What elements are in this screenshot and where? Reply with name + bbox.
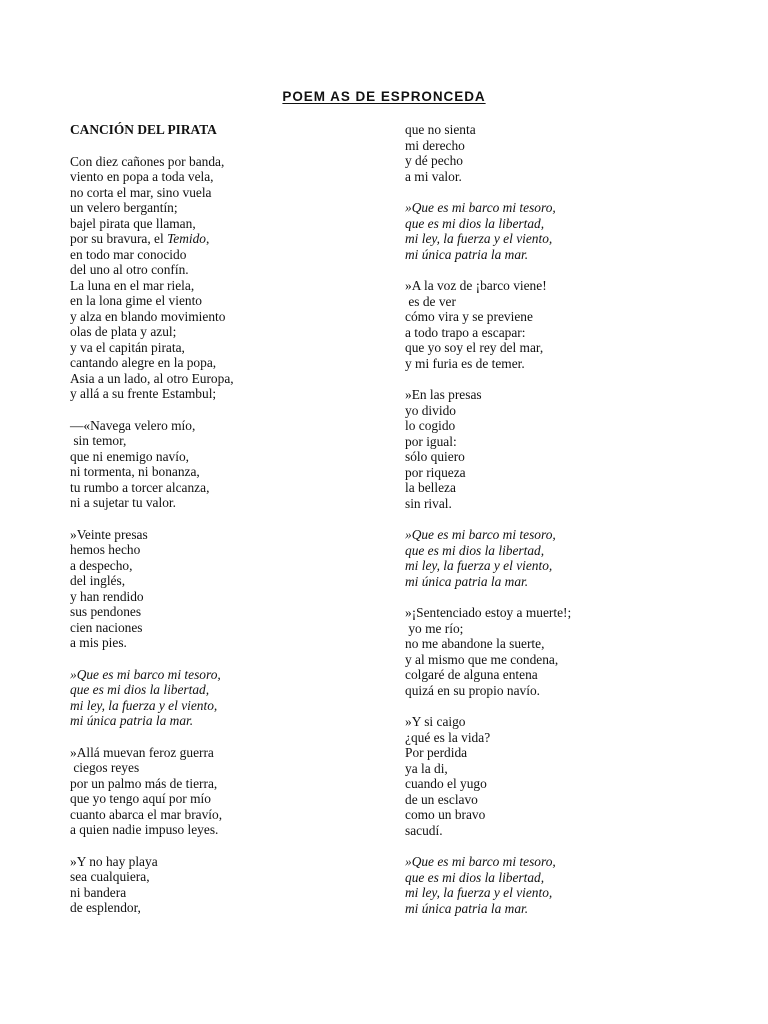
poem-line: »En las presas <box>405 387 482 402</box>
poem-line: mi única patria la mar. <box>405 246 529 262</box>
poem-line: bajel pirata que llaman, <box>70 215 196 231</box>
stanza <box>70 527 370 651</box>
poem-line: mi ley, la fuerza y el viento, <box>405 231 553 246</box>
poem-line: mi única patria la mar. <box>405 573 529 589</box>
poem-line: »Que es mi barco mi tesoro, <box>405 854 556 869</box>
poem-line: sacudí. <box>405 822 443 838</box>
poem-line: de esplendor, <box>70 900 141 915</box>
poem-line: no corta el mar, sino vuela <box>70 184 212 200</box>
poem-line: que es mi dios la libertad, <box>405 542 545 558</box>
stanza <box>405 854 705 916</box>
stanza <box>405 200 705 262</box>
poem-line: cien naciones <box>70 619 143 635</box>
poem-line: como un bravo <box>405 807 486 822</box>
poem-line: Por perdida <box>405 745 468 760</box>
poem-line: mi única patria la mar. <box>70 713 194 728</box>
poem-line: que es mi dios la libertad, <box>70 682 210 697</box>
poem-line: ya la di, <box>405 760 448 776</box>
stanza <box>70 745 370 838</box>
poem-line: y allá a su frente Estambul; <box>70 386 217 401</box>
poem-line: del inglés, <box>70 573 126 588</box>
poem-line: y va el capitán pirata, <box>70 339 185 355</box>
right-column <box>405 122 705 932</box>
stanza <box>70 418 370 511</box>
poem-inline-italic: Temido <box>167 231 207 246</box>
poem-line: y dé pecho <box>405 153 464 168</box>
poem-line: que ni enemigo navío, <box>70 448 189 464</box>
poem-line: »Y si caigo <box>405 714 466 729</box>
poem-line: sin rival. <box>405 495 452 511</box>
poem-line: a mis pies. <box>70 635 127 650</box>
stanza <box>405 387 705 511</box>
poem-line: mi ley, la fuerza y el viento, <box>405 558 553 573</box>
poem-line: ni tormenta, ni bonanza, <box>70 464 200 479</box>
poem-line: por su bravura, el Temido, <box>70 231 210 246</box>
poem-line: y al mismo que me condena, <box>405 651 559 667</box>
poem-line: hemos hecho <box>70 542 141 557</box>
left-stanzas <box>70 154 370 916</box>
poem-line: sea cualquiera, <box>70 869 150 884</box>
poem-line: en todo mar conocido <box>70 246 187 262</box>
poem-line: por riqueza <box>405 464 466 480</box>
poem-line: »¡Sentenciado estoy a muerte!; <box>405 605 572 620</box>
poem-line: viento en popa a toda vela, <box>70 169 214 184</box>
poem-line: olas de plata y azul; <box>70 324 177 339</box>
poem-line: »Que es mi barco mi tesoro, <box>405 527 556 542</box>
poem-line: a mi valor. <box>405 168 462 184</box>
poem-line: yo divido <box>405 402 456 418</box>
poem-line: sólo quiero <box>405 449 465 464</box>
poem-line: y mi furia es de temer. <box>405 355 525 371</box>
poem-line: La luna en el mar riela, <box>70 277 195 293</box>
poem-line: un velero bergantín; <box>70 200 178 215</box>
poem-line: cómo vira y se previene <box>405 309 533 324</box>
poem-line: mi derecho <box>405 137 465 153</box>
poem-line: por igual: <box>405 433 457 449</box>
document-title-text: POEM AS DE ESPRONCEDA <box>282 89 486 104</box>
poem-line: que no sienta <box>405 122 476 137</box>
poem-line: cantando alegre en la popa, <box>70 355 217 370</box>
poem-line: del uno al otro confín. <box>70 262 189 277</box>
poem-line: que yo tengo aquí por mío <box>70 791 211 806</box>
poem-line: »Veinte presas <box>70 526 148 542</box>
left-column <box>70 122 370 932</box>
poem-line: »A la voz de ¡barco viene! <box>405 278 547 293</box>
poem-title: CANCIÓN DEL PIRATA <box>70 122 217 137</box>
poem-line: no me abandone la suerte, <box>405 636 545 651</box>
poem-line: yo me río; <box>405 620 464 636</box>
poem-line: por un palmo más de tierra, <box>70 775 218 791</box>
stanza <box>70 154 370 402</box>
poem-line: ¿qué es la vida? <box>405 729 491 745</box>
poem-line: mi ley, la fuerza y el viento, <box>405 885 553 900</box>
stanza <box>70 854 370 916</box>
poem-line: »Que es mi barco mi tesoro, <box>405 200 556 215</box>
poem-line: cuando el yugo <box>405 776 487 791</box>
poem-line: que yo soy el rey del mar, <box>405 340 544 355</box>
poem-line: Con diez cañones por banda, <box>70 153 225 169</box>
poem-line: de un esclavo <box>405 791 478 807</box>
stanza <box>405 122 705 184</box>
poem-line: a quien nadie impuso leyes. <box>70 822 219 837</box>
poem-line: que es mi dios la libertad, <box>405 215 545 231</box>
stanza <box>405 714 705 838</box>
poem-line: la belleza <box>405 480 456 495</box>
poem-line: —«Navega velero mío, <box>70 417 196 433</box>
stanza <box>405 605 705 698</box>
poem-line: a despecho, <box>70 557 133 573</box>
poem-line: y alza en blando movimiento <box>70 308 226 324</box>
poem-line: en la lona gime el viento <box>70 293 203 308</box>
stanza <box>70 667 370 729</box>
poem-line: quizá en su propio navío. <box>405 682 540 698</box>
right-stanzas <box>405 122 705 916</box>
poem-line: sin temor, <box>70 433 127 448</box>
poem-line: sus pendones <box>70 604 142 619</box>
poem-line: »Y no hay playa <box>70 853 158 869</box>
poem-line: y han rendido <box>70 588 144 604</box>
poem-line: ni a sujetar tu valor. <box>70 495 176 510</box>
poem-line: colgaré de alguna entena <box>405 667 538 682</box>
poem-line: mi ley, la fuerza y el viento, <box>70 697 218 713</box>
poem-line: lo cogido <box>405 418 456 433</box>
document-title <box>0 88 768 106</box>
poem-line: que es mi dios la libertad, <box>405 869 545 885</box>
poem-line: Asia a un lado, al otro Europa, <box>70 370 234 386</box>
stanza <box>405 278 705 371</box>
poem-line: es de ver <box>405 293 456 309</box>
poem-line: »Allá muevan feroz guerra <box>70 744 214 760</box>
poem-line: a todo trapo a escapar: <box>405 324 526 340</box>
poem-line: ni bandera <box>70 884 127 900</box>
poem-line: ciegos reyes <box>70 760 140 775</box>
poem-line: »Que es mi barco mi tesoro, <box>70 666 221 682</box>
poem-line: mi única patria la mar. <box>405 900 529 916</box>
poem-line: tu rumbo a torcer alcanza, <box>70 479 210 495</box>
stanza <box>405 527 705 589</box>
poem-line: cuanto abarca el mar bravío, <box>70 806 223 822</box>
